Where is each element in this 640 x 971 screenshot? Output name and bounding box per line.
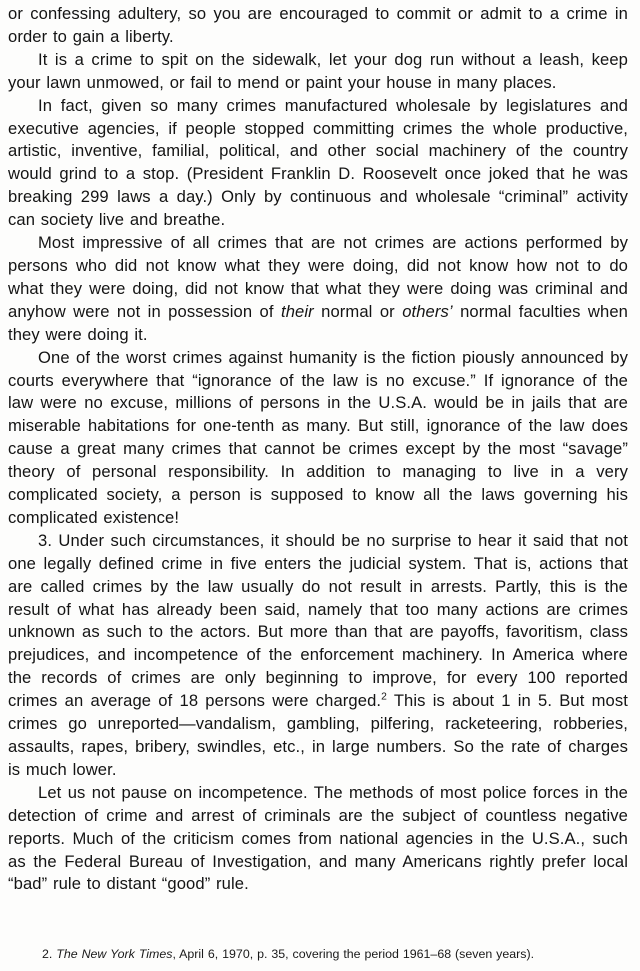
text-run: The New York Times (56, 947, 173, 961)
paragraph (8, 232, 628, 347)
footnote-reference: 2 (381, 691, 387, 703)
text-run: 3. Under such circumstances, it should be no surprise to hear it said that not one legally defined crime in five enters the judicial system. That is, actions that are called crimes by the law usually do not result in arrests. Partly, this is the result of what has already been said, namely that too many actions are crimes unknown as such to the actors. But more than that are payoffs, favoritism, class prejudices, and incompetence of the enforcement machinery. In America where the records of crimes are only beginning to improve, for every 100 reported crimes an average of 18 persons were charged. (8, 530, 628, 711)
text-run: 2. (42, 947, 57, 961)
paragraph (8, 3, 628, 49)
text-run: One of the worst crimes against humanity is the fiction piously announced by courts everywhere that “ignorance of the law is no excuse.” If ignorance of the law were no excuse, millions of persons in the U.S.A. would be in jails that are miserable habitations for one-tenth as many. But still, ignorance of the law does cause a great many crimes that cannot be crimes except by the most “savage” theory of personal responsibility. In addition to managing to live in a very complicated society, a person is supposed to know all the laws governing his complicated existence! (8, 347, 628, 527)
text-run: normal faculties when they were doing it. (8, 301, 629, 344)
paragraph (8, 49, 628, 95)
text-run: or confessing adultery, so you are encouraged to commit or admit to a crime in order to gain a liberty. (8, 4, 628, 46)
text-run: In fact, given so many crimes manufactured wholesale by legislatures and executive agencies, if people stopped committing crimes the whole productive, artistic, inventive, familial, political, and other social machinery of the country would grind to a stop. (President Franklin D. Roosevelt once joked that he was breaking 299 laws a day.) Only by continuous and wholesale “criminal” activity can society live and breathe. (8, 95, 628, 230)
paragraph (8, 95, 628, 232)
page-body (8, 3, 628, 896)
text-run: , April 6, 1970, p. 35, covering the period 1961–68 (seven years). (172, 947, 535, 961)
text-run: Most impressive of all crimes that are not crimes are actions performed by persons who did not know what they were doing, did not know how not to do what they were doing, did not know that what they were doing was criminal and anyhow were not in possession of (8, 233, 628, 321)
text-run: their (280, 301, 314, 321)
paragraph (8, 782, 628, 897)
paragraph (8, 530, 628, 782)
footnote (42, 946, 622, 962)
text-run: It is a crime to spit on the sidewalk, let your dog run without a leash, keep your lawn unmowed, or fail to mend or paint your house in many places. (8, 49, 628, 92)
paragraph (8, 347, 628, 530)
text-run: Let us not pause on incompetence. The methods of most police forces in the detection of crime and arrest of criminals are the subject of countless negative reports. Much of the criticism comes from national agencies in the U.S.A., such as the Federal Bureau of Investigation, and many Americans rightly prefer local “bad” rule to distant “good” rule. (8, 782, 628, 894)
text-run: This is about 1 in 5. But most crimes go unreported—vandalism, gambling, pilfering, racketeering, robberies, assaults, rapes, bribery, swindles, etc., in large numbers. So the rate of charges is much lower. (8, 691, 628, 779)
text-run: normal or (313, 301, 403, 321)
text-run: others’ (402, 301, 453, 321)
